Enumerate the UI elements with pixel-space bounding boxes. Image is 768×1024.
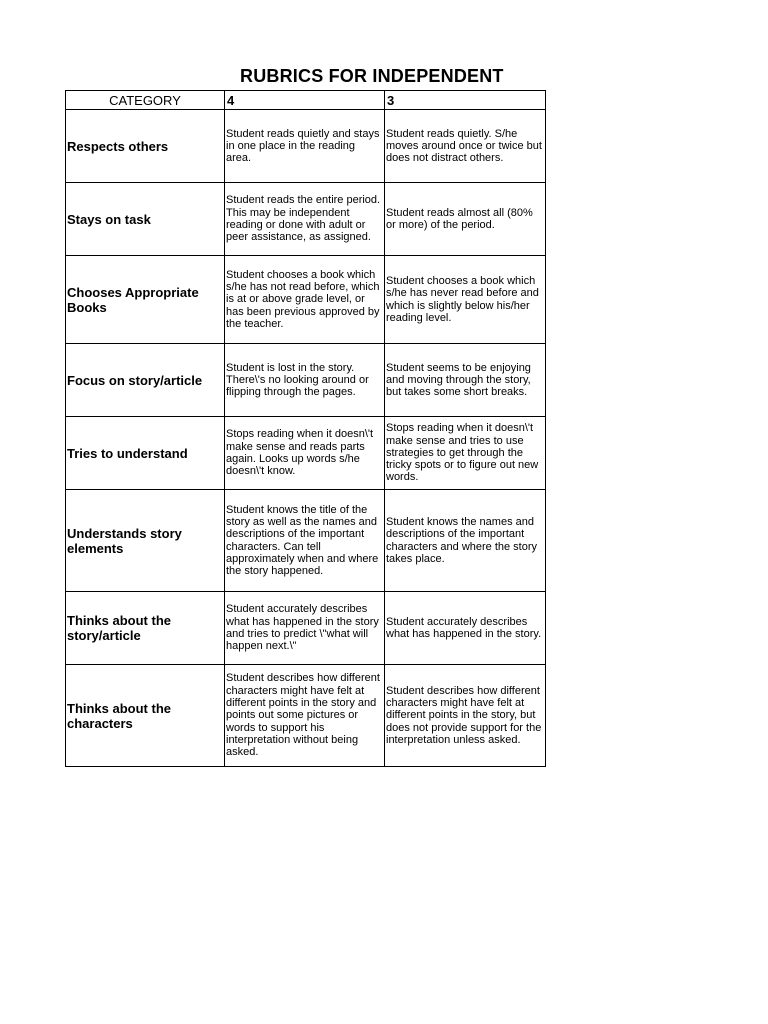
level-4-cell: Student accurately describes what has happened in the story and tries to predict \"what will happen next.\" (225, 592, 385, 665)
column-header-score-4: 4 (225, 91, 385, 110)
category-cell: Chooses Appropriate Books (66, 256, 225, 344)
table-row (66, 592, 546, 665)
category-cell: Stays on task (66, 183, 225, 256)
level-4-cell: Student reads quietly and stays in one place in the reading area. (225, 110, 385, 183)
table-row (66, 344, 546, 417)
category-cell: Focus on story/article (66, 344, 225, 417)
table-row (66, 183, 546, 256)
level-4-cell: Student reads the entire period. This may be independent reading or done with adult or peer assistance, as assigned. (225, 183, 385, 256)
rubric-table (65, 90, 546, 767)
level-3-cell: Student reads almost all (80% or more) of the period. (385, 183, 546, 256)
column-header-score-3: 3 (385, 91, 546, 110)
category-cell: Tries to understand (66, 417, 225, 490)
category-cell: Thinks about the story/article (66, 592, 225, 665)
table-row (66, 490, 546, 592)
level-4-cell: Student is lost in the story. There\'s no looking around or flipping through the pages. (225, 344, 385, 417)
level-3-cell: Student chooses a book which s/he has never read before and which is slightly below his/her reading level. (385, 256, 546, 344)
level-4-cell: Student knows the title of the story as well as the names and descriptions of the important characters. Can tell approximately when and where the story happened. (225, 490, 385, 592)
level-3-cell: Student describes how different characters might have felt at different points in the story, but does not provide support for the interpretation unless asked. (385, 665, 546, 767)
level-4-cell: Student describes how different characters might have felt at different points in the story and points out some pictures or words to support his interpretation without being asked. (225, 665, 385, 767)
table-row (66, 417, 546, 490)
level-3-cell: Stops reading when it doesn\'t make sense and tries to use strategies to get through the tricky spots or to figure out new words. (385, 417, 546, 490)
category-cell: Understands story elements (66, 490, 225, 592)
level-3-cell: Student reads quietly. S/he moves around once or twice but does not distract others. (385, 110, 546, 183)
table-row (66, 110, 546, 183)
level-3-cell: Student knows the names and descriptions of the important characters and where the story takes place. (385, 490, 546, 592)
level-4-cell: Student chooses a book which s/he has not read before, which is at or above grade level, or has been previous approved by the teacher. (225, 256, 385, 344)
table-header-row (66, 91, 546, 110)
column-header-category: CATEGORY (66, 91, 225, 110)
page-title: RUBRICS FOR INDEPENDENT (240, 66, 504, 86)
table-row (66, 256, 546, 344)
category-cell: Thinks about the characters (66, 665, 225, 767)
table-row (66, 665, 546, 767)
category-cell: Respects others (66, 110, 225, 183)
level-3-cell: Student seems to be enjoying and moving through the story, but takes some short breaks. (385, 344, 546, 417)
level-3-cell: Student accurately describes what has happened in the story. (385, 592, 546, 665)
level-4-cell: Stops reading when it doesn\'t make sense and reads parts again. Looks up words s/he doesn\'t know. (225, 417, 385, 490)
